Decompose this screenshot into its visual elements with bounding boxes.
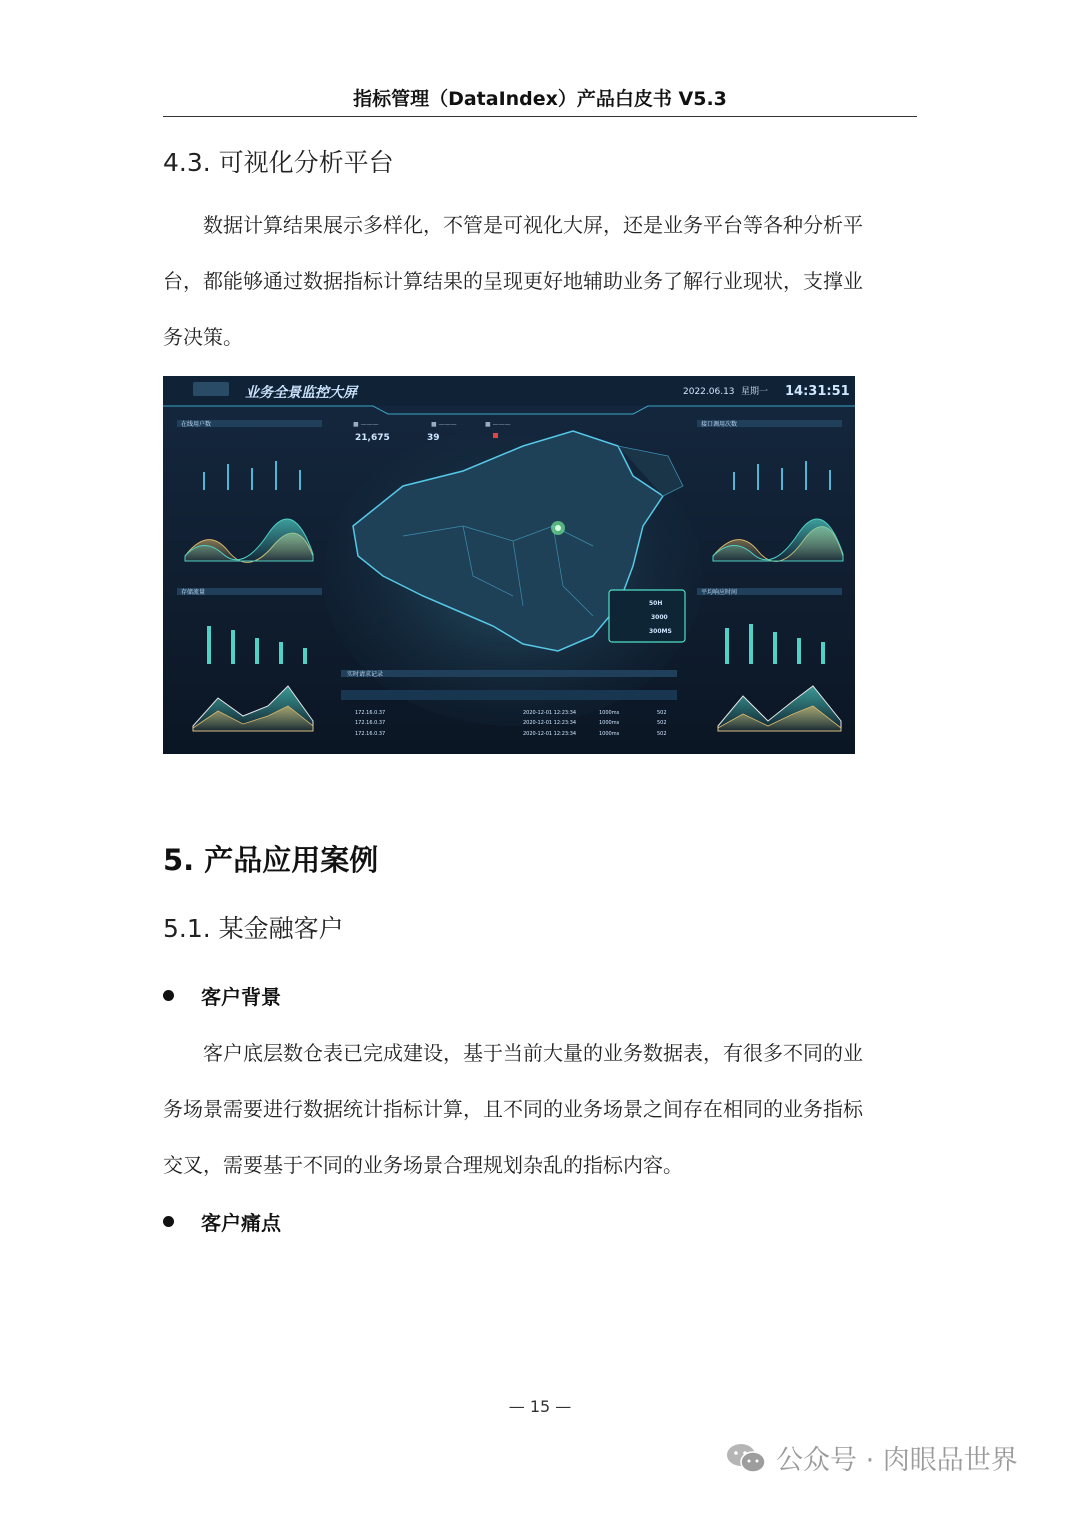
customer-background-paragraph bbox=[163, 1025, 917, 1193]
stat-value-2: 39 bbox=[427, 433, 440, 443]
table-cell: 1000ms bbox=[599, 731, 620, 737]
table-cell: 502 bbox=[657, 710, 667, 716]
table-cell: 2020-12-01 12:23:34 bbox=[523, 731, 577, 737]
paragraph-line: 务场景需要进行数据统计指标计算，且不同的业务场景之间存在相同的业务指标 bbox=[163, 1097, 863, 1121]
document-header-title: 指标管理（DataIndex）产品白皮书 V5.3 bbox=[353, 88, 727, 110]
bullet-label: 客户痛点 bbox=[201, 1211, 281, 1235]
bullet-label: 客户背景 bbox=[201, 985, 281, 1009]
section-5-heading: 5. 产品应用案例 bbox=[163, 843, 379, 877]
panel-title-4: 平均响应时间 bbox=[701, 589, 738, 596]
section-4-3-paragraph bbox=[163, 197, 917, 365]
center-value-3: 300MS bbox=[649, 628, 672, 635]
header-divider bbox=[163, 116, 917, 117]
center-value-1: 50H bbox=[649, 600, 663, 607]
bullet-customer-pain bbox=[163, 1207, 281, 1236]
table-cell: 172.16.0.37 bbox=[355, 720, 386, 726]
table-cell: 1000ms bbox=[599, 710, 620, 716]
table-cell: 502 bbox=[657, 731, 667, 737]
table-title: 实时请求记录 bbox=[347, 671, 384, 678]
table-cell: 172.16.0.37 bbox=[355, 710, 386, 716]
watermark-text: 公众号 · 肉眼品世界 bbox=[776, 1445, 1018, 1476]
paragraph-line: 务决策。 bbox=[163, 325, 243, 349]
bullet-dot-icon bbox=[163, 1216, 174, 1227]
svg-text:■ ———: ■ ——— bbox=[431, 421, 457, 428]
panel-title-1: 在线用户数 bbox=[181, 421, 212, 428]
svg-text:■ ———: ■ ——— bbox=[353, 421, 379, 428]
dashboard-title: 业务全景监控大屏 bbox=[245, 385, 357, 401]
dashboard-screenshot bbox=[163, 376, 855, 754]
bullet-customer-background bbox=[163, 981, 281, 1010]
svg-text:■ ———: ■ ——— bbox=[485, 421, 511, 428]
section-4-3-heading: 4.3. 可视化分析平台 bbox=[163, 148, 394, 177]
paragraph-line: 交叉，需要基于不同的业务场景合理规划杂乱的指标内容。 bbox=[163, 1153, 683, 1177]
paragraph-line: 台，都能够通过数据指标计算结果的呈现更好地辅助业务了解行业现状，支撑业 bbox=[163, 269, 863, 293]
table-cell: 172.16.0.37 bbox=[355, 731, 386, 737]
wechat-icon bbox=[726, 1441, 766, 1475]
dashboard-time: 14:31:51 bbox=[785, 384, 850, 399]
table-cell: 2020-12-01 12:23:34 bbox=[523, 710, 577, 716]
dashboard-date: 2022.06.13 bbox=[683, 387, 735, 397]
center-value-2: 3000 bbox=[651, 614, 668, 621]
table-cell: 1000ms bbox=[599, 720, 620, 726]
watermark bbox=[726, 1438, 1018, 1477]
paragraph-line: 数据计算结果展示多样化，不管是可视化大屏，还是业务平台等各种分析平 bbox=[203, 213, 863, 237]
panel-title-2: 接口调用次数 bbox=[701, 421, 738, 428]
panel-title-3: 存储流量 bbox=[181, 589, 206, 596]
section-5-1-heading: 5.1. 某金融客户 bbox=[163, 914, 344, 943]
dashboard-weekday: 星期一 bbox=[741, 387, 769, 397]
stat-value-1: 21,675 bbox=[355, 433, 390, 443]
table-cell: 502 bbox=[657, 720, 667, 726]
page-number: — 15 — bbox=[508, 1397, 572, 1416]
bullet-dot-icon bbox=[163, 990, 174, 1001]
table-cell: 2020-12-01 12:23:34 bbox=[523, 720, 577, 726]
paragraph-line: 客户底层数仓表已完成建设，基于当前大量的业务数据表，有很多不同的业 bbox=[203, 1041, 863, 1065]
